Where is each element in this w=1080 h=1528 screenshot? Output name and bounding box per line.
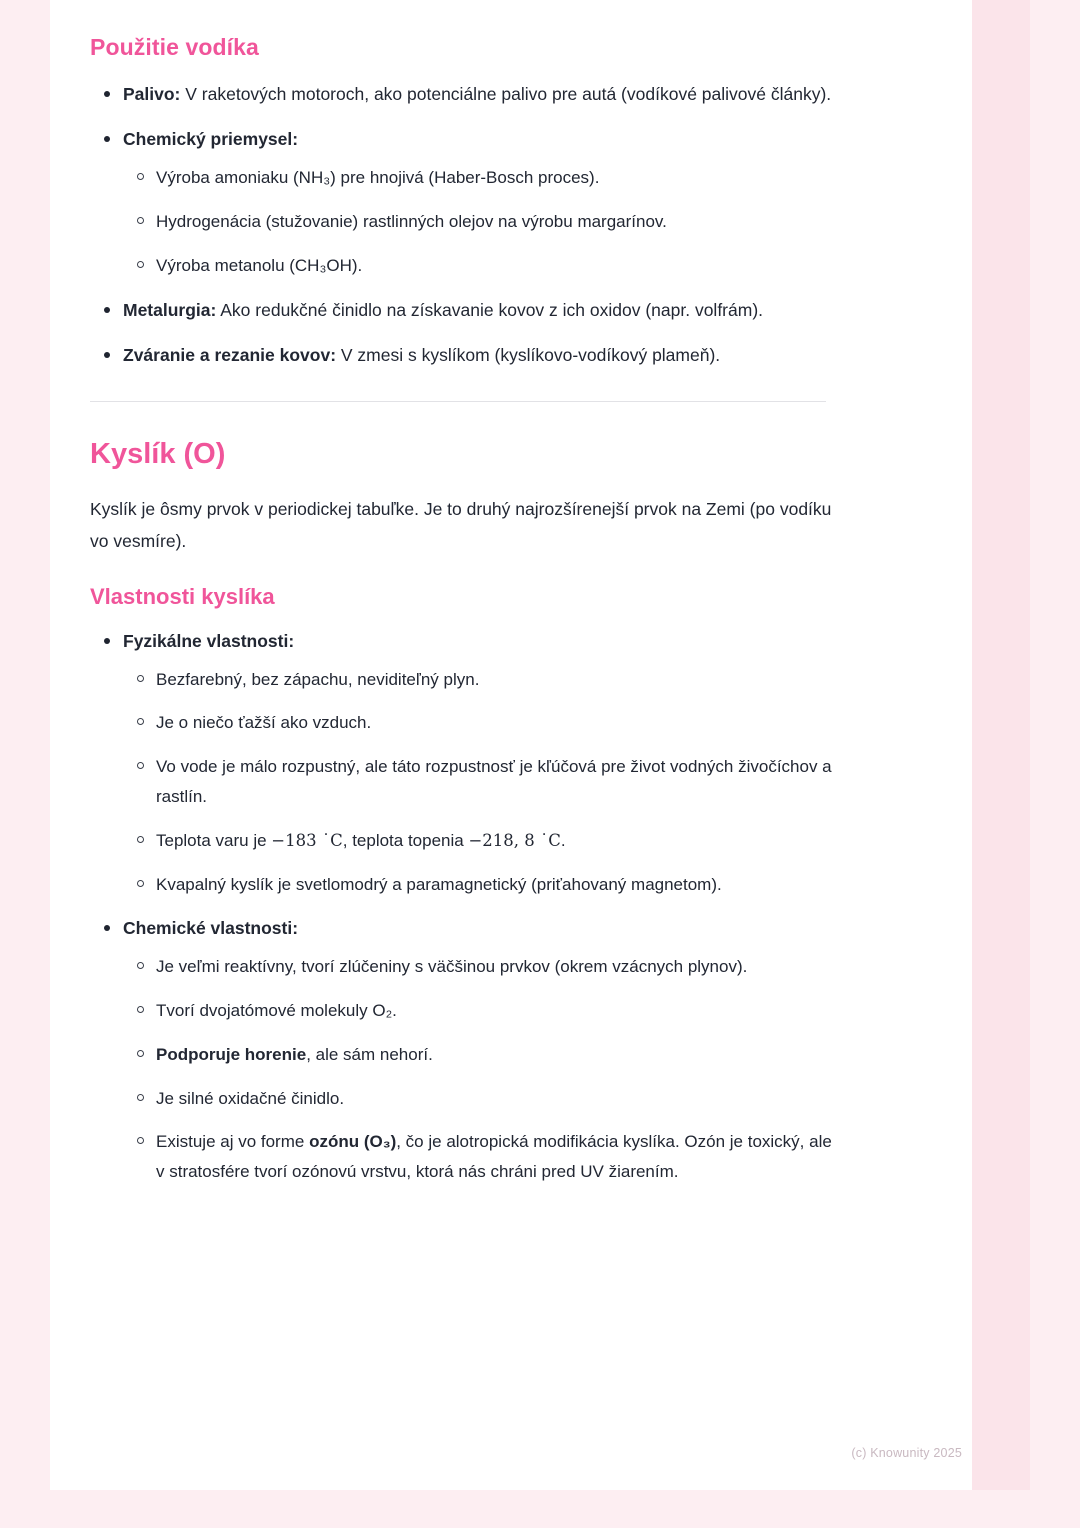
page-side-gap <box>964 0 972 1490</box>
ozone-rest: , čo je alotropická modifikácia kyslíka. Ozón je toxický, ale v stratosfére tvorí ozónovú vrstvu, ktorá nás chráni pred UV žiarením. <box>156 1132 832 1182</box>
list-item <box>90 79 840 110</box>
chemical-properties-label: Chemické vlastnosti: <box>123 918 299 939</box>
list-item: Je o niečo ťažší ako vzduch. <box>123 708 840 738</box>
ozone-bold: ozónu (O₃) <box>309 1132 397 1152</box>
document-page <box>50 0 1030 1490</box>
list-item: Tvorí dvojatómové molekuly O₂. <box>123 996 840 1026</box>
boiling-prefix: Teplota varu je <box>156 830 272 850</box>
melting-point-value: −218, 8 ˙C <box>468 830 561 850</box>
list-item: Kvapalný kyslík je svetlomodrý a paramagnetický (priťahovaný magnetom). <box>123 870 840 900</box>
oxygen-properties-list <box>90 626 840 1187</box>
boiling-point-value: −183 ˙C <box>271 830 343 850</box>
list-item <box>123 826 840 856</box>
boiling-suffix: . <box>560 830 566 850</box>
chemical-properties-sublist <box>123 952 840 1187</box>
list-item: Výroba amoniaku (NH₃) pre hnojivá (Haber-Bosch proces). <box>123 163 840 193</box>
usage-weld-text: V zmesi s kyslíkom (kyslíkovo-vodíkový plameň). <box>336 344 721 365</box>
oxygen-intro-paragraph: Kyslík je ôsmy prvok v periodickej tabuľke. Je to druhý najrozšírenejší prvok na Zemi (po vodíku vo vesmíre). <box>90 498 832 552</box>
usage-metal-label: Metalurgia: <box>123 299 217 320</box>
usage-fuel-text: V raketových motoroch, ako potenciálne palivo pre autá (vodíkové palivové články). <box>180 84 832 104</box>
section-divider <box>90 401 826 402</box>
list-item: Hydrogenácia (stužovanie) rastlinných olejov na výrobu margarínov. <box>123 207 840 237</box>
oxygen-properties-title: Vlastnosti kyslíka <box>90 583 275 609</box>
usage-chem-sublist <box>123 163 840 280</box>
watermark: (c) Knowunity 2025 <box>851 1446 962 1460</box>
combustion-bold: Podporuje horenie <box>156 1044 307 1064</box>
usage-fuel-label: Palivo: <box>123 84 181 104</box>
list-item: Bezfarebný, bez zápachu, neviditeľný plyn. <box>123 665 840 695</box>
list-item <box>90 913 840 1187</box>
list-item: Vo vode je málo rozpustný, ale táto rozpustnosť je kľúčová pre život vodných živočíchov a rastlín. <box>123 752 840 812</box>
document-content <box>90 34 840 1201</box>
list-item <box>90 124 840 280</box>
list-item <box>90 295 840 326</box>
list-item: Výroba metanolu (CH₃OH). <box>123 251 840 281</box>
list-item <box>90 626 840 900</box>
usage-list <box>90 79 840 371</box>
combustion-rest: , ale sám nehorí. <box>306 1044 433 1064</box>
list-item: Je veľmi reaktívny, tvorí zlúčeniny s väčšinou prvkov (okrem vzácnych plynov). <box>123 952 840 982</box>
oxygen-title: Kyslík (O) <box>90 437 226 470</box>
usage-section-title: Použitie vodíka <box>90 34 259 60</box>
list-item <box>90 340 840 371</box>
list-item <box>123 1040 840 1070</box>
physical-properties-label: Fyzikálne vlastnosti: <box>123 630 295 651</box>
boiling-middle: , teplota topenia <box>342 830 469 850</box>
ozone-prefix: Existuje aj vo forme <box>156 1132 310 1152</box>
list-item: Je silné oxidačné činidlo. <box>123 1084 840 1114</box>
list-item <box>123 1127 840 1187</box>
usage-chem-label: Chemický priemysel: <box>123 129 299 150</box>
usage-weld-label: Zváranie a rezanie kovov: <box>123 344 337 365</box>
usage-metal-text: Ako redukčné činidlo na získavanie kovov z ich oxidov (napr. volfrám). <box>216 299 764 320</box>
page-side-strip <box>972 0 1030 1490</box>
physical-properties-sublist <box>123 665 840 900</box>
